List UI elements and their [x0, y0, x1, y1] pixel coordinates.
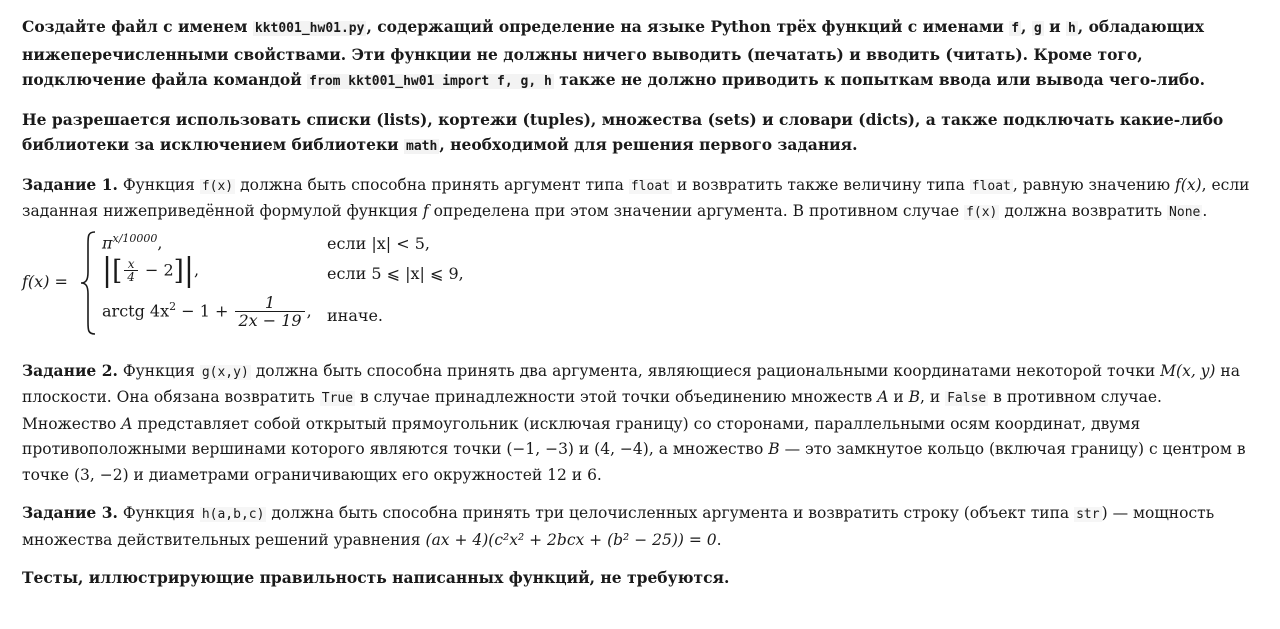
- task3-label: Задание 3.: [22, 503, 118, 522]
- task2-text: Задание 2. Функция g(x,y) должна быть способна принять два аргумента, являющиеся рациональными координатами некоторой точки M(x, y) на плоскости. Она обязана возвратить True в случае принадлежности этой точки объединению множеств A и B, и False в противном случае. Множество A представляет собой открытый прямоугольник (исключая границу) со сторонами, параллельными осям координат, двумя противоположными вершинами которого являются точки (−1, −3) и (4, −4), а множество B — это замкнутое кольцо (включая границу) с центром в точке (3, −2) и диаметрами ограничивающих его окружностей 12 и 6.: [22, 360, 1246, 484]
- equation: (ax + 4)(c²x² + 2bcx + (b² − 25)) = 0: [425, 530, 717, 549]
- task1-text: Задание 1. Функция f(x) должна быть способна принять аргумент типа float и возвратить также величину типа float , равную значению f(x), если заданная нижеприведённой формулой функция f определена при этом значении аргумента. В противном случае f(x) должна возвратить None .: [22, 174, 1250, 220]
- piecewise-formula: [22, 230, 1258, 342]
- case-2-expr: |[ $\frac{x}{4}$ − 2]|,: [102, 251, 200, 289]
- case-3-expr: arctg $4x^2 - 1$ + $\frac{1}{2x - 19}$ ,: [102, 292, 312, 330]
- code-filename: kkt001_hw01.py: [254, 21, 365, 36]
- code-import: from kkt001_hw01 import f, g, h: [309, 74, 552, 89]
- case-2-condition: если 5 ⩽ |x| ⩽ 9,: [327, 263, 464, 283]
- footer-note: Тесты, иллюстрирующие правильность написанных функций, не требуются.: [22, 568, 730, 587]
- task2-label: Задание 2.: [22, 360, 118, 380]
- task3-text: Задание 3. Функция h(a,b,c) должна быть способна принять три целочисленных аргумента и возвратить строку (объект типа str ) — мощность множества действительных решений уравнения (ax + 4)(c²x² + 2bcx + (b² − 25)) = 0.: [22, 503, 1215, 549]
- curly-brace-icon: [78, 230, 98, 336]
- case-1-expr: $\pi^{x/10000}$,: [102, 231, 163, 252]
- formula-lhs: f(x) =: [22, 271, 68, 291]
- task1-label: Задание 1.: [22, 174, 118, 194]
- intro-paragraph-restrictions: Не разрешается использовать списки (lists), кортежи (tuples), множества (sets) и словари (dicts), а также подключать какие-либо библиотеки за исключением библиотеки math , необходимой для решения первого задания.: [22, 109, 1224, 154]
- case-3-condition: иначе.: [327, 305, 383, 325]
- intro-paragraph-file: Создайте файл с именем kkt001_hw01.py , содержащий определение на языке Python трёх функций с именами f , g и h , обладающих нижеперечисленными свойствами. Эти функции не должны ничего выводить (печатать) и вводить (читать). Кроме того, подключение файла командой from kkt001_hw01 import f, g, h также не должно приводить к попыткам ввода или вывода чего-либо.: [22, 17, 1206, 89]
- case-1-condition: если |x| < 5,: [327, 233, 430, 253]
- assignment-document: [22, 14, 1258, 591]
